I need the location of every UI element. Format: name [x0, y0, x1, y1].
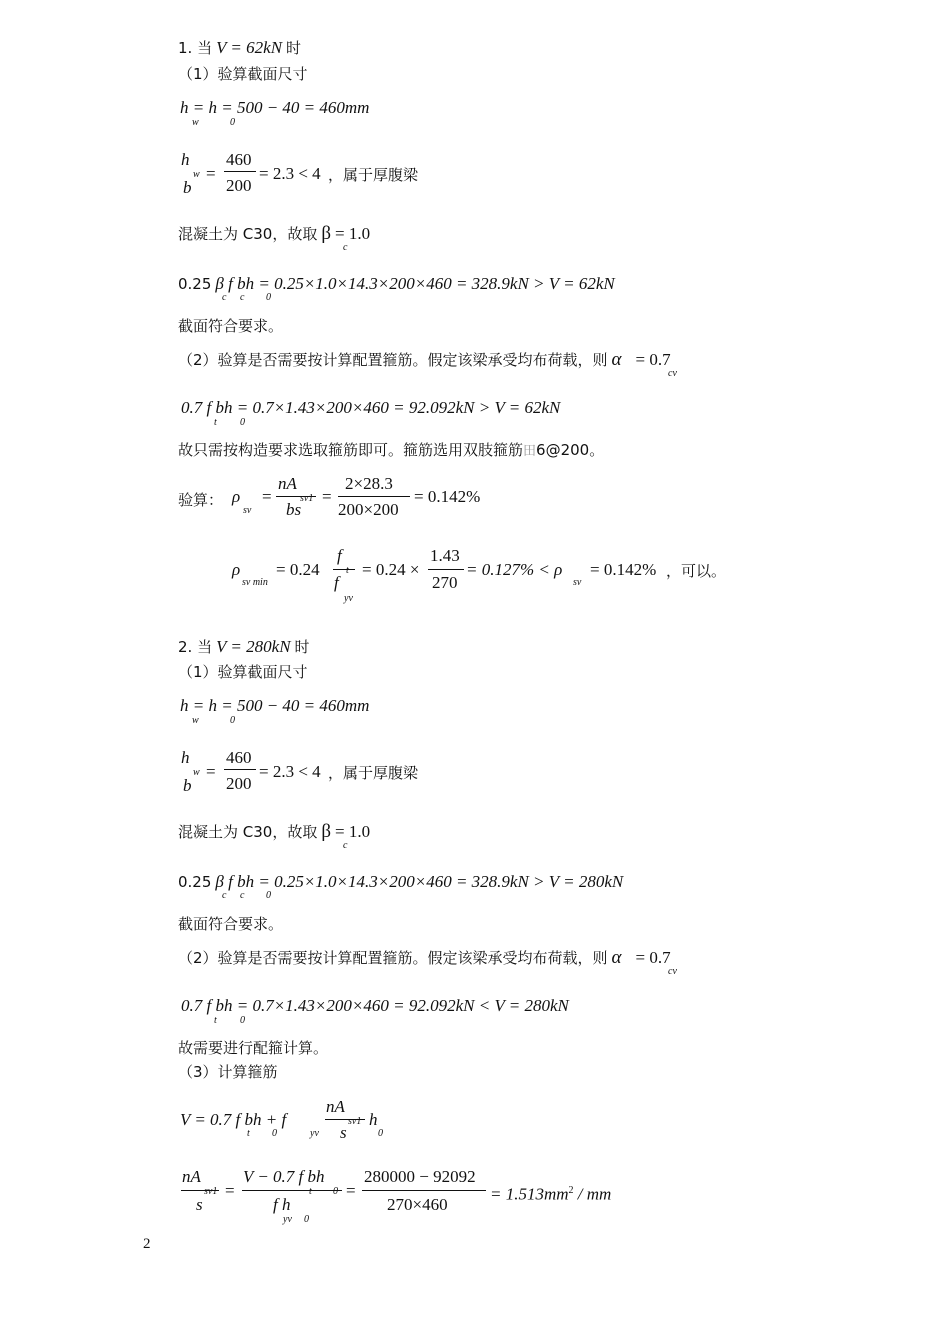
- part2-res-result: [490, 1181, 611, 1205]
- part1-check-sub-3: 0: [266, 292, 271, 303]
- part1-rho-result: = 0.142%: [414, 487, 481, 506]
- part1-rho-bar2: [338, 496, 410, 497]
- part2-res-eq2: =: [346, 1181, 356, 1200]
- part1-rho-den2: 200×200: [338, 500, 399, 519]
- part1-heading-suffix: 时: [286, 39, 302, 57]
- part1-hw-sub-0: 0: [230, 117, 235, 128]
- part2-alpha-sub: cv: [668, 966, 677, 977]
- part1-check-prefix: 0.25: [178, 275, 212, 293]
- part1-section-ok: 截面符合要求。: [178, 317, 284, 335]
- part2-res-unit: / mm: [577, 1184, 612, 1204]
- part2-res-bar2: [242, 1190, 342, 1191]
- part2-hw-sub-0: 0: [230, 715, 235, 726]
- part2-check-sub-2: c: [240, 890, 245, 901]
- part1-rhomin-den-sub: yv: [344, 593, 353, 604]
- part1-rho-sym: ρ: [232, 487, 241, 506]
- part2-v-frac-den: s: [340, 1123, 347, 1142]
- part1-rhomin-result: = 0.127% < ρ: [466, 560, 563, 579]
- part2-res-num2-sub-0: 0: [333, 1186, 338, 1197]
- part2-step2-line: [178, 948, 671, 969]
- part2-v-sub-yv: yv: [310, 1128, 319, 1139]
- part1-beta-val: = 1.0: [335, 224, 371, 243]
- part2-v-sub-0: 0: [272, 1128, 277, 1139]
- part1-rho-bar: [276, 496, 316, 497]
- part2-check-expr: β f bh = 0.25×1.0×14.3×200×460 = 328.9kN > V = 280kN: [215, 872, 624, 891]
- part1-step1: （1）验算截面尺寸: [178, 65, 308, 83]
- part1-step2-line: [178, 350, 671, 371]
- part1-check-sub-1: c: [222, 292, 227, 303]
- part1-step2: （2）验算是否需要按计算配置箍筋。假定该梁承受均布荷载，则: [178, 351, 608, 369]
- part2-ratio-sub: w: [193, 767, 200, 778]
- part2-ratio-den: 200: [226, 774, 252, 793]
- part1-alpha-sub: cv: [668, 368, 677, 379]
- part1-rebar-spec: 6@200。: [536, 441, 605, 459]
- part2-beta-sub: c: [343, 840, 348, 851]
- part2-res-bar: [181, 1190, 219, 1191]
- part2-res-result-value: = 1.513mm: [490, 1184, 569, 1204]
- part2-v-expr: V = 0.7 f bh + f: [180, 1110, 287, 1129]
- part2-shear-sub-0: 0: [240, 1015, 245, 1026]
- part2-res-den: s: [196, 1195, 203, 1214]
- part2-res-den2: f h: [273, 1195, 291, 1214]
- part2-check-sub-1: c: [222, 890, 227, 901]
- part1-rhomin-result-sub: sv: [573, 577, 582, 588]
- part2-res-num2-sub-t: t: [309, 1186, 312, 1197]
- part2-res-num2: V − 0.7 f bh: [243, 1167, 325, 1186]
- part2-res-bar3: [362, 1190, 486, 1191]
- part2-heading-math: V = 280kN: [216, 637, 291, 656]
- part1-check-expr: β f bh = 0.25×1.0×14.3×200×460 = 328.9kN > V = 62kN: [215, 274, 615, 293]
- part2-v-frac-num: nA: [326, 1097, 345, 1116]
- part2-ratio-top: h: [181, 748, 190, 767]
- part1-rhomin-num2: 1.43: [430, 546, 460, 565]
- part1-rho-num-sub: sv1: [300, 493, 314, 504]
- part1-check-sub-2: c: [240, 292, 245, 303]
- part2-hw-sub-w: w: [192, 715, 199, 726]
- part2-alpha-val: = 0.7: [635, 948, 671, 967]
- part2-v-sub-t: t: [247, 1128, 250, 1139]
- part1-construct-line: [178, 440, 604, 462]
- part1-rhomin-eq: = 0.24: [276, 560, 320, 579]
- part2-step1: （1）验算截面尺寸: [178, 663, 308, 681]
- part1-beta-sub: c: [343, 242, 348, 253]
- part2-res-num-sub: sv1: [204, 1186, 218, 1197]
- part1-rhomin-num: f: [337, 546, 342, 565]
- part1-rhomin-bar2: [428, 569, 464, 570]
- part2-res-den2-sub-yv: yv: [283, 1214, 292, 1225]
- part2-ratio-bottom: b: [183, 776, 192, 795]
- part1-beta-expr: β: [321, 223, 332, 244]
- part1-ratio-num: 460: [226, 150, 252, 169]
- part1-alpha-val: = 0.7: [635, 350, 671, 369]
- part2-v-tail-sub: 0: [378, 1128, 383, 1139]
- part2-ratio-bar: [224, 769, 256, 770]
- part2-ratio-eq: =: [206, 762, 216, 781]
- part1-verify-label: 验算：: [178, 491, 224, 509]
- part2-res-sup: 2: [568, 1185, 574, 1196]
- part2-ratio-result: = 2.3 < 4: [259, 762, 321, 781]
- part2-beta-expr: β: [321, 821, 332, 842]
- part1-rhomin-mid: = 0.24 ×: [362, 560, 420, 579]
- part2-res-eq: =: [225, 1181, 235, 1200]
- rebar-grade-icon: 田: [523, 444, 537, 459]
- part1-rhomin-sym: ρ: [232, 560, 241, 579]
- part2-concrete-line: [178, 822, 370, 843]
- part1-heading-prefix: 1. 当: [178, 39, 213, 57]
- part1-shear-eq: 0.7 f bh = 0.7×1.43×200×460 = 92.092kN > V = 62kN: [181, 398, 561, 417]
- part2-hw-eq: h = h = 500 − 40 = 460mm: [180, 696, 370, 715]
- part1-rho-sub: sv: [243, 505, 252, 516]
- part1-rhomin-den2: 270: [432, 573, 458, 592]
- part2-beta-val: = 1.0: [335, 822, 371, 841]
- part1-ratio-bottom: b: [183, 178, 192, 197]
- part1-rhomin-sub: sv min: [242, 577, 268, 588]
- page-number: 2: [143, 1236, 151, 1252]
- part1-rho-eq2: =: [322, 487, 332, 506]
- part1-ratio-result: = 2.3 < 4: [259, 164, 321, 183]
- part1-concrete-line: [178, 224, 370, 245]
- part2-check-line: [178, 872, 623, 893]
- part1-ratio-text: ，属于厚腹梁: [328, 166, 419, 184]
- part2-shear-eq: 0.7 f bh = 0.7×1.43×200×460 = 92.092kN < V = 280kN: [181, 996, 569, 1015]
- part1-heading-math: V = 62kN: [216, 38, 283, 57]
- part2-shear-sub-t: t: [214, 1015, 217, 1026]
- part2-ratio-text: ，属于厚腹梁: [328, 764, 419, 782]
- part1-alpha-expr: α: [611, 349, 622, 370]
- part1-rhomin-tail: = 0.142%: [590, 560, 657, 579]
- part1-shear-sub-0: 0: [240, 417, 245, 428]
- part1-ratio-eq: =: [206, 164, 216, 183]
- part1-heading: [178, 38, 301, 59]
- part2-v-frac-bar: [325, 1119, 365, 1120]
- part2-res-num: nA: [182, 1167, 201, 1186]
- part1-ratio-den: 200: [226, 176, 252, 195]
- part1-rho-den: bs: [286, 500, 302, 519]
- part1-hw-eq: h = h = 500 − 40 = 460mm: [180, 98, 370, 117]
- part2-ratio-num: 460: [226, 748, 252, 767]
- part2-v-tail: h: [369, 1110, 378, 1129]
- part2-need-calc: 故需要进行配箍计算。: [178, 1039, 329, 1057]
- part2-check-prefix: 0.25: [178, 873, 212, 891]
- part2-heading-prefix: 2. 当: [178, 638, 213, 656]
- part2-step3: （3）计算箍筋: [178, 1063, 278, 1081]
- part2-alpha-expr: α: [611, 947, 622, 968]
- part2-heading: [178, 637, 310, 658]
- part1-rho-num2: 2×28.3: [345, 474, 393, 493]
- part1-ratio-sub: w: [193, 169, 200, 180]
- part1-construct-text: 故只需按构造要求选取箍筋即可。箍筋选用双肢箍筋: [178, 441, 524, 459]
- part1-ratio-top: h: [181, 150, 190, 169]
- part1-concrete-text: 混凝土为 C30，故取: [178, 225, 318, 243]
- part2-concrete-text: 混凝土为 C30，故取: [178, 823, 318, 841]
- part1-rhomin-num-sub: t: [346, 565, 349, 576]
- part2-res-den3: 270×460: [387, 1195, 448, 1214]
- part2-section-ok: 截面符合要求。: [178, 915, 284, 933]
- part2-step2: （2）验算是否需要按计算配置箍筋。假定该梁承受均布荷载，则: [178, 949, 608, 967]
- part2-v-frac-num-sub: sv1: [348, 1116, 362, 1127]
- part2-heading-suffix: 时: [294, 638, 310, 656]
- part1-rho-num: nA: [278, 474, 297, 493]
- part2-check-sub-3: 0: [266, 890, 271, 901]
- part1-rho-eq: =: [262, 487, 272, 506]
- part1-shear-sub-t: t: [214, 417, 217, 428]
- part2-res-num3: 280000 − 92092: [364, 1167, 476, 1186]
- part1-hw-sub-w: w: [192, 117, 199, 128]
- part1-ratio-bar: [224, 171, 256, 172]
- part1-rhomin-den: f: [334, 573, 339, 592]
- part1-rhomin-bar: [333, 569, 355, 570]
- part2-res-den2-sub-0: 0: [304, 1214, 309, 1225]
- part1-rhomin-text: ，可以。: [666, 562, 727, 580]
